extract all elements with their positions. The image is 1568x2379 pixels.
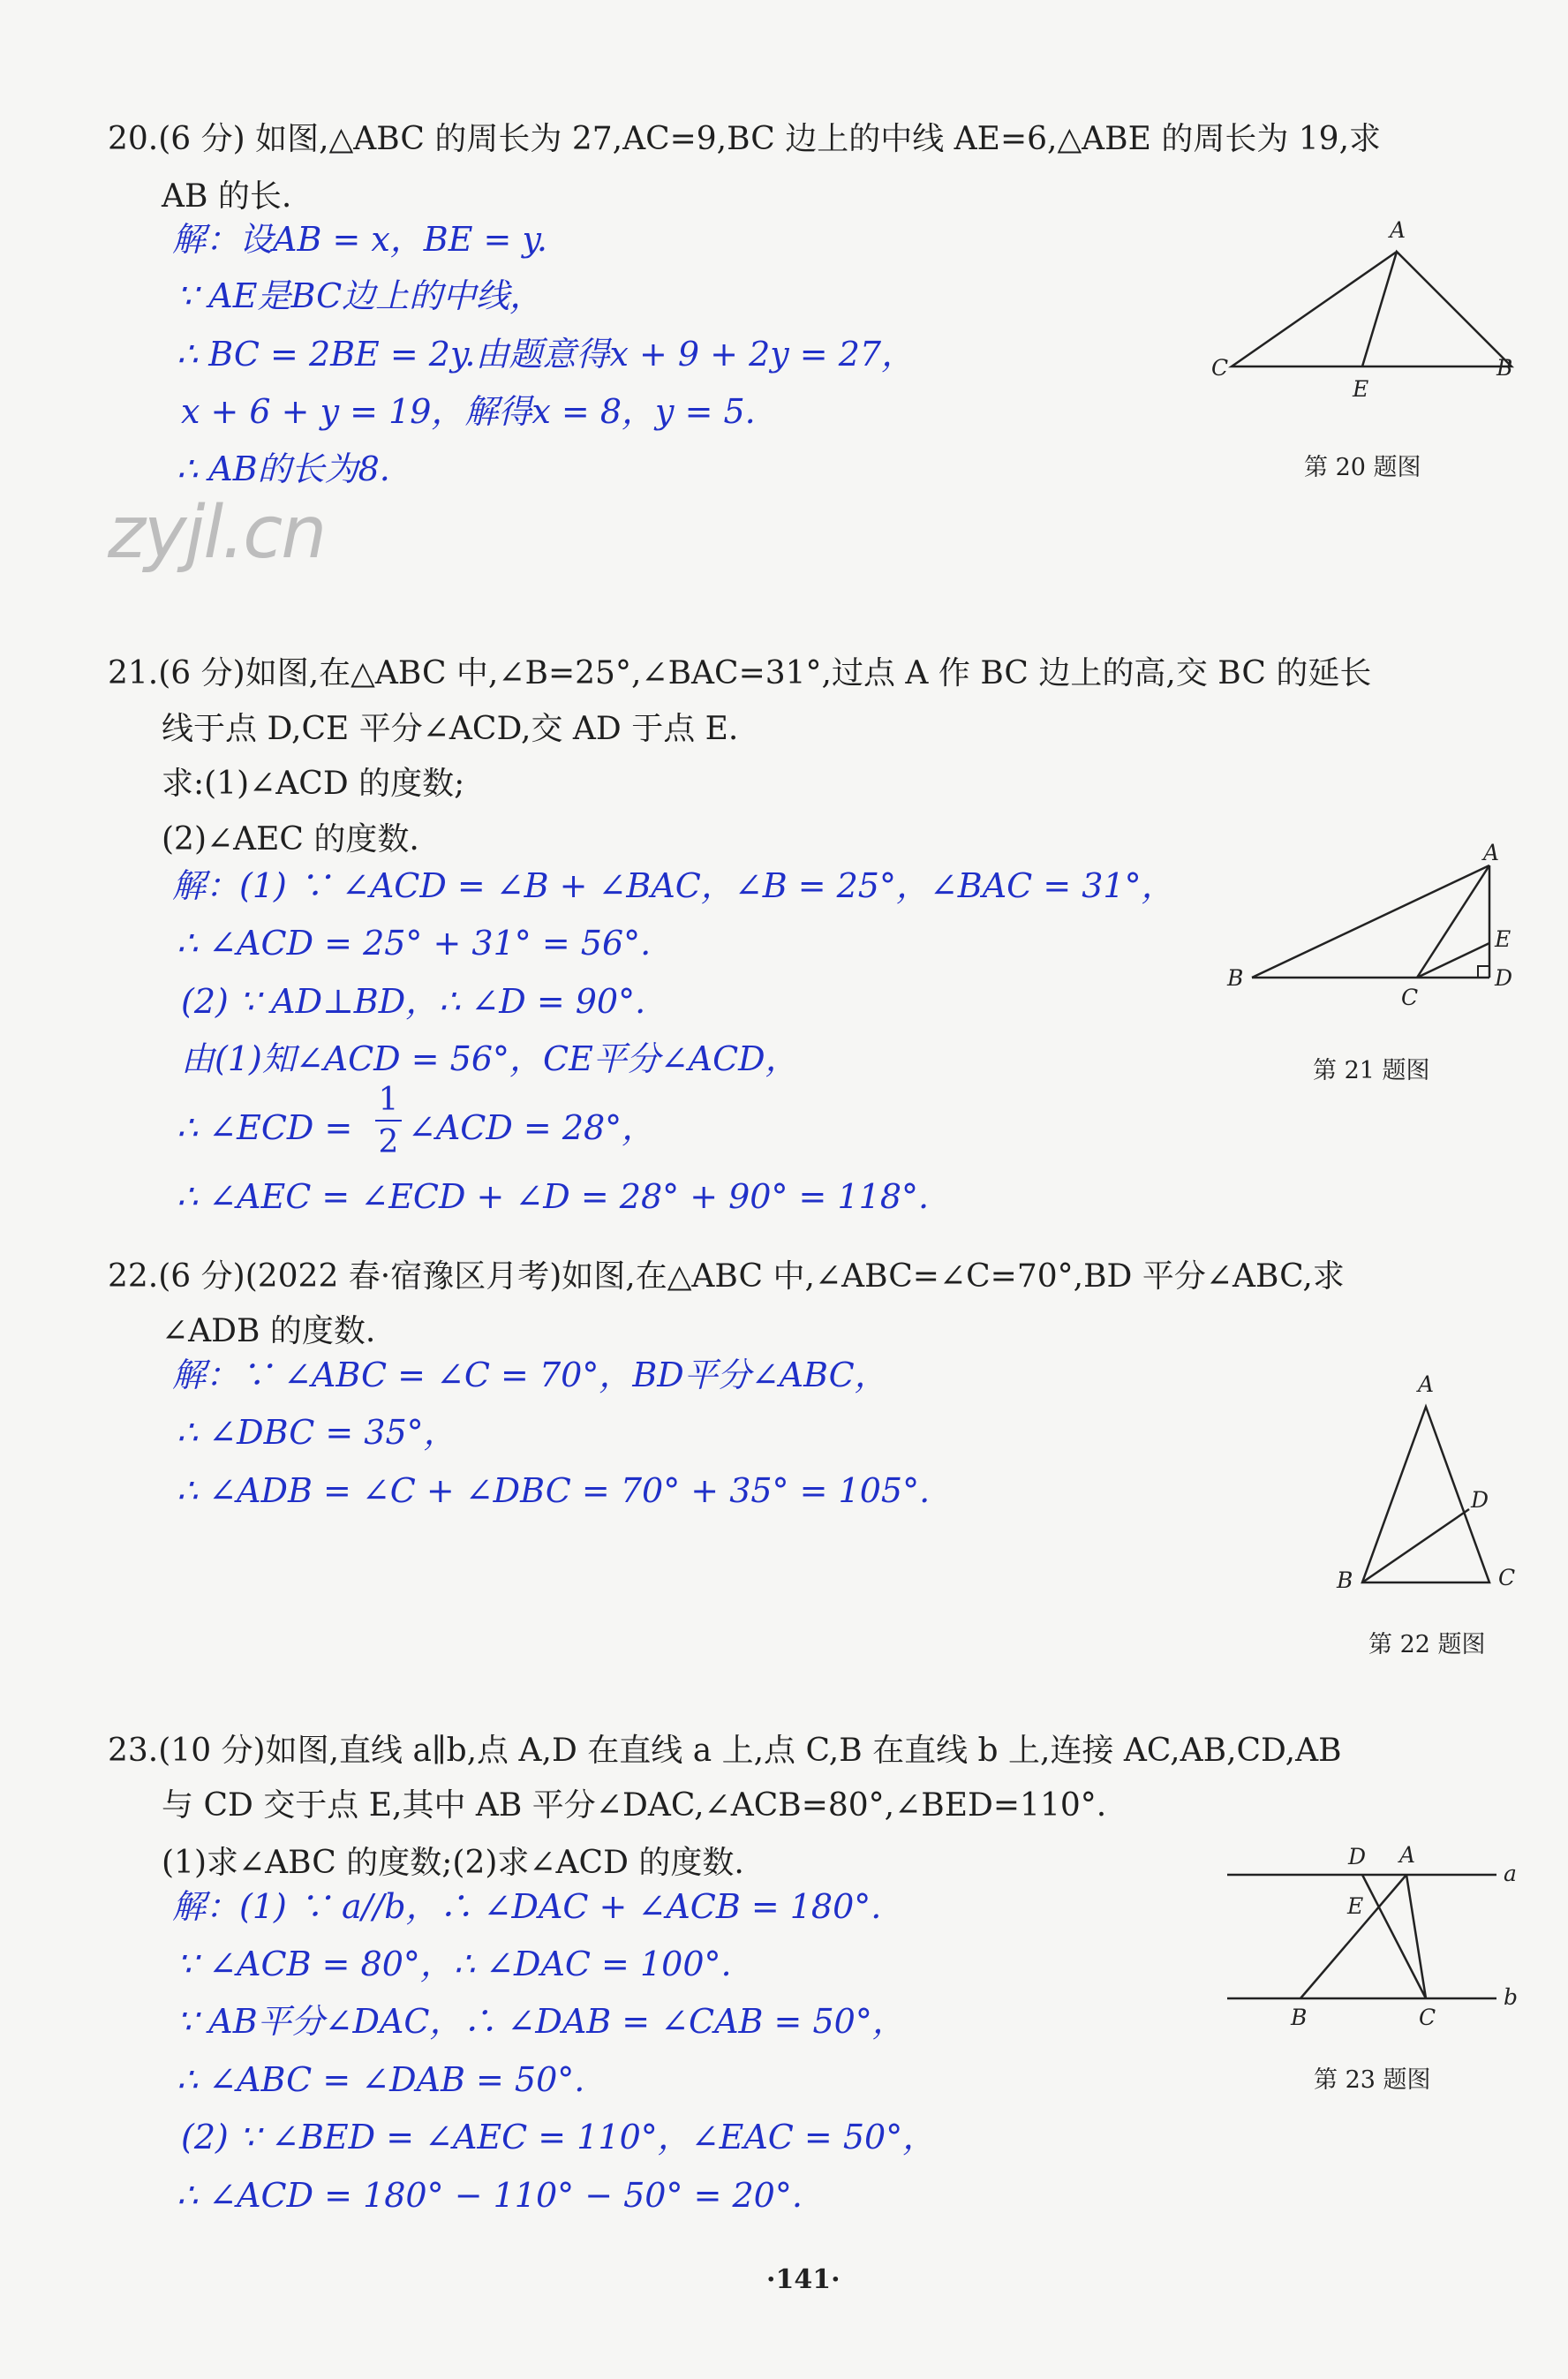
question-stem-line: 22.(6 分)(2022 春·宿豫区月考)如图,在△ABC 中,∠ABC=∠C=70°,BD 平分∠ABC,求 xyxy=(108,1258,1345,1295)
page-number: ·141· xyxy=(766,2264,841,2295)
label-C: C xyxy=(1498,1565,1516,1590)
line-BD xyxy=(1362,1509,1469,1582)
label-C: C xyxy=(1419,2005,1436,2030)
solution-line: ∴ ∠ABC = ∠DAB = 50°. xyxy=(177,2060,585,2099)
label-E: E xyxy=(1495,926,1511,952)
solution-line: (2) ∵ ∠BED = ∠AEC = 110°，∠EAC = 50°， xyxy=(181,2118,937,2156)
solution-line: ∠ACD = 28°， xyxy=(408,1108,656,1147)
question-stem-line: 23.(10 分)如图,直线 a∥b,点 A,D 在直线 a 上,点 C,B 在直线 b 上,连接 AC,AB,CD,AB xyxy=(108,1733,1342,1769)
label-E: E xyxy=(1347,1893,1364,1919)
label-E: E xyxy=(1353,376,1369,402)
label-D: D xyxy=(1348,1844,1367,1869)
figure-caption: 第 22 题图 xyxy=(1368,1631,1486,1658)
triangle-lines xyxy=(1232,252,1511,366)
solution-line: ∴ ∠ECD = xyxy=(177,1108,353,1147)
solution-line: 解：(1) ∵ ∠ACD = ∠B + ∠BAC，∠B = 25°，∠BAC = 31°， xyxy=(172,866,1175,905)
figure-caption: 第 20 题图 xyxy=(1304,454,1421,481)
label-A: A xyxy=(1483,840,1500,865)
label-D: D xyxy=(1471,1487,1489,1513)
question-stem-line: (1)求∠ABC 的度数;(2)求∠ACD 的度数. xyxy=(162,1845,744,1881)
solution-line: ∵ ∠ACB = 80°，∴ ∠DAC = 100°. xyxy=(177,1945,732,1983)
right-angle-mark xyxy=(1478,966,1489,978)
label-B: B xyxy=(1337,1567,1353,1593)
question-stem-line: AB 的长. xyxy=(162,178,292,215)
label-B: B xyxy=(1227,965,1244,991)
solution-line: ∴ AB的长为8. xyxy=(177,449,390,488)
solution-line: 解：(1) ∵ a//b，∴ ∠DAC + ∠ACB = 180°. xyxy=(172,1887,882,1926)
question-stem-line: 与 CD 交于点 E,其中 AB 平分∠DAC,∠ACB=80°,∠BED=110°. xyxy=(162,1787,1107,1824)
question-stem-line: 21.(6 分)如图,在△ABC 中,∠B=25°,∠BAC=31°,过点 A 作 BC 边上的高,交 BC 的延长 xyxy=(108,655,1372,691)
solution-line: ∴ ∠ADB = ∠C + ∠DBC = 70° + 35° = 105°. xyxy=(177,1471,931,1510)
solution-line: ∴ ∠ACD = 180° − 110° − 50° = 20°. xyxy=(177,2176,803,2215)
fraction-denominator: 2 xyxy=(378,1124,399,1160)
fraction-one-half xyxy=(375,1084,402,1159)
figure-20-triangle xyxy=(1201,216,1527,419)
label-A: A xyxy=(1399,1842,1416,1868)
label-a: a xyxy=(1504,1861,1517,1886)
solution-line: ∴ BC = 2BE = 2y.由题意得x + 9 + 2y = 27， xyxy=(177,335,916,374)
solution-line: 解：∵ ∠ABC = ∠C = 70°，BD平分∠ABC， xyxy=(172,1356,888,1394)
label-B: B xyxy=(1496,355,1513,381)
figure-caption: 第 23 题图 xyxy=(1314,2066,1431,2094)
solution-line: ∵ AE是BC边上的中线， xyxy=(177,276,544,315)
figure-22-triangle xyxy=(1324,1364,1536,1612)
solution-line: ∵ AB平分∠DAC，∴ ∠DAB = ∠CAB = 50°， xyxy=(177,2002,906,2041)
label-C: C xyxy=(1211,355,1229,381)
fraction-numerator: 1 xyxy=(378,1082,399,1118)
question-stem-line: 20.(6 分) 如图,△ABC 的周长为 27,AC=9,BC 边上的中线 AE=6,△ABE 的周长为 19,求 xyxy=(108,121,1382,157)
figure-23-parallel-lines xyxy=(1223,1841,1532,2030)
label-b: b xyxy=(1504,1984,1519,2010)
question-stem-line: 线于点 D,CE 平分∠ACD,交 AD 于点 E. xyxy=(162,711,739,747)
solution-line: 解：设AB = x，BE = y. xyxy=(172,220,547,259)
watermark: zyjl.cn xyxy=(108,491,326,575)
label-A: A xyxy=(1418,1371,1435,1397)
label-C: C xyxy=(1401,985,1419,1010)
question-stem-line: 求:(1)∠ACD 的度数; xyxy=(162,766,465,802)
fraction-bar xyxy=(375,1120,402,1122)
label-D: D xyxy=(1495,965,1513,991)
solution-line: (2) ∵ AD⊥BD，∴ ∠D = 90°. xyxy=(181,982,646,1021)
figure-caption: 第 21 题图 xyxy=(1313,1057,1430,1084)
question-stem-line: (2)∠AEC 的度数. xyxy=(162,821,419,857)
figure-21-triangle xyxy=(1218,839,1536,1016)
question-stem-line: ∠ADB 的度数. xyxy=(162,1313,376,1349)
solution-line: 由(1)知∠ACD = 56°，CE平分∠ACD， xyxy=(181,1039,799,1078)
solution-line: ∴ ∠DBC = 35°， xyxy=(177,1413,457,1452)
label-A: A xyxy=(1390,217,1406,243)
solution-line: x + 6 + y = 19，解得x = 8，y = 5. xyxy=(181,392,756,431)
label-B: B xyxy=(1291,2005,1308,2030)
solution-line: ∴ ∠AEC = ∠ECD + ∠D = 28° + 90° = 118°. xyxy=(177,1177,930,1216)
solution-line: ∴ ∠ACD = 25° + 31° = 56°. xyxy=(177,924,652,963)
